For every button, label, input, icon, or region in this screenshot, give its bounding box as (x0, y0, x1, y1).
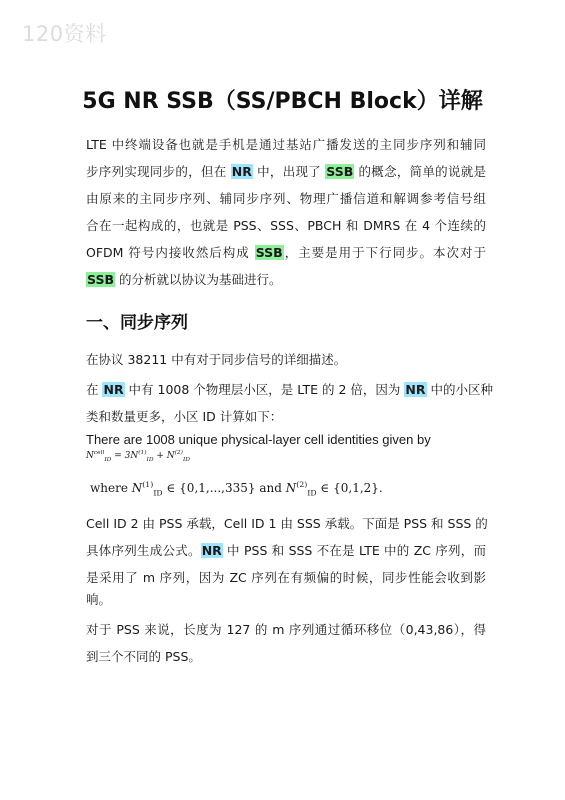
pss-length-line-1: 对于 PSS 来说，长度为 127 的 m 序列通过循环移位（0,43,86），得 (86, 622, 486, 637)
ssb-highlight: SSB (87, 272, 114, 287)
pss-length-paragraph (86, 616, 486, 670)
pss-sss-paragraph (86, 510, 486, 608)
intro-line-2: 步序列实现同步的，但在 NR 中，出现了 SSB 的概念，简单的说就是 (86, 164, 486, 179)
cell-count-line-2: 类和数量更多，小区 ID 计算如下： (86, 409, 283, 424)
nr-highlight: NR (405, 382, 426, 397)
intro-line-6: SSB 的分析就以协议为基础进行。 (87, 272, 282, 287)
pss-sss-line-3: 是采用了 m 序列，因为 ZC 序列在有频偏的时候，同步性能会收到影 (86, 570, 486, 585)
nr-highlight: NR (231, 164, 252, 179)
cell-id-formula: $N^{cell}_{ID} = 3N^{(1)}_{ID} + N^{(2)}_{ID}$ (86, 450, 190, 463)
protocol-line: 在协议 38211 中有对于同步信号的详细描述。 (86, 352, 347, 367)
nr-highlight: NR (103, 382, 124, 397)
english-quote: There are 1008 unique physical-layer cell identities given by (86, 432, 431, 447)
section-heading: 一、同步序列 (86, 313, 188, 333)
pss-sss-line-4: 响。 (86, 592, 112, 607)
ssb-highlight: SSB (326, 164, 354, 179)
intro-line-4: 合在一起构成的，也就是 PSS、SSS、PBCH 和 DMRS 在 4 个连续的 (86, 218, 486, 233)
protocol-paragraph (86, 346, 486, 373)
watermark: 120资料 (22, 22, 107, 46)
page-title: 5G NR SSB（SS/PBCH Block）详解 (82, 89, 483, 114)
nr-highlight: NR (201, 543, 222, 558)
intro-line-1: LTE 中终端设备也就是手机是通过基站广播发送的主同步序列和辅同 (86, 137, 486, 152)
pss-sss-line-1: Cell ID 2 由 PSS 承载，Cell ID 1 由 SSS 承载。下面是 PSS 和 SSS 的 (86, 516, 488, 531)
intro-line-5: OFDM 符号内接收然后构成 SSB，主要是用于下行同步。本次对于 (86, 245, 486, 260)
cell-count-paragraph (86, 376, 493, 430)
intro-line-3: 由原来的主同步序列、辅同步序列、物理广播信道和解调参考信号组 (86, 191, 486, 206)
pss-length-line-2: 到三个不同的 PSS。 (86, 649, 201, 664)
ssb-highlight: SSB (255, 245, 283, 260)
cell-count-line-1: 在 NR 中有 1008 个物理层小区，是 LTE 的 2 倍，因为 NR 中的小区种 (86, 382, 493, 397)
pss-sss-line-2: 具体序列生成公式。NR 中 PSS 和 SSS 不在是 LTE 中的 ZC 序列，而 (86, 543, 486, 558)
cell-id-range-formula: where $N^{(1)}_{ID}$ ∈ {0,1,...,335} and $N^{(2)}_{ID}$ ∈ {0,1,2}. (90, 480, 383, 498)
intro-paragraph (86, 131, 486, 293)
